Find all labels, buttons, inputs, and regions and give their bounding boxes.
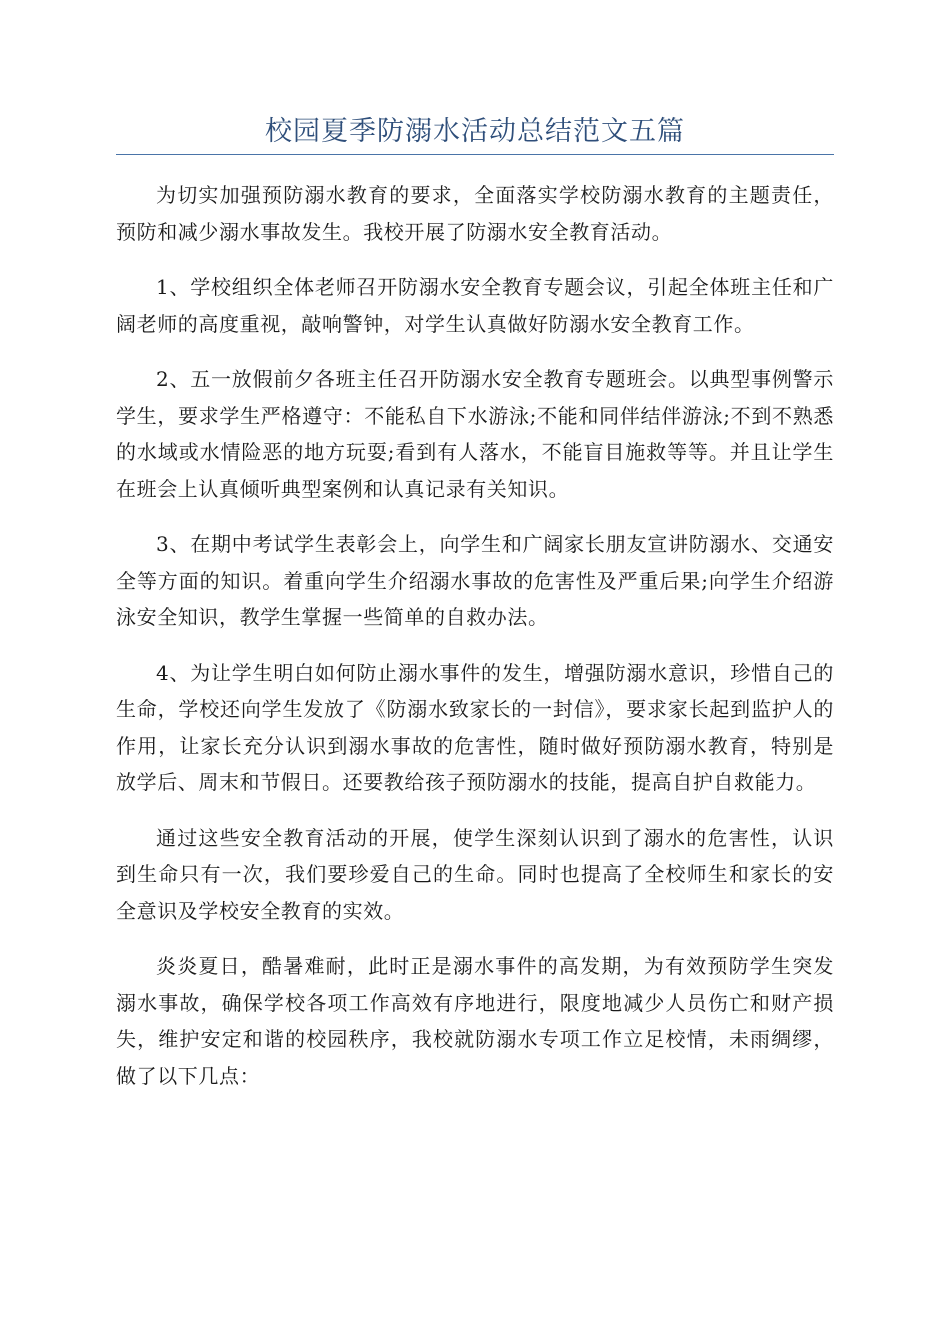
title-underline <box>116 154 834 155</box>
paragraph-item-1: 1、学校组织全体老师召开防溺水安全教育专题会议，引起全体班主任和广阔老师的高度重视，敲响警钟，对学生认真做好防溺水安全教育工作。 <box>116 275 834 336</box>
document-body <box>116 177 834 1113</box>
paragraph-item-2: 2、五一放假前夕各班主任召开防溺水安全教育专题班会。以典型事例警示学生，要求学生严格遵守：不能私自下水游泳;不能和同伴结伴游泳;不到不熟悉的水域或水情险恶的地方玩耍;看到有人落水，不能盲目施救等等。并且让学生在班会上认真倾听典型案例和认真记录有关知识。 <box>116 367 834 501</box>
paragraph-conclusion: 通过这些安全教育活动的开展，使学生深刻认识到了溺水的危害性，认识到生命只有一次，我们要珍爱自己的生命。同时也提高了全校师生和家长的安全意识及学校安全教育的实效。 <box>116 825 834 923</box>
paragraph-item-4: 4、为让学生明白如何防止溺水事件的发生，增强防溺水意识，珍惜自己的生命，学校还向学生发放了《防溺水致家长的一封信》，要求家长起到监护人的作用，让家长充分认识到溺水事故的危害性，随时做好预防溺水教育，特别是放学后、周末和节假日。还要教给孩子预防溺水的技能，提高自护自救能力。 <box>116 660 834 794</box>
paragraph-second-article-intro: 炎炎夏日，酷暑难耐，此时正是溺水事件的高发期，为有效预防学生突发溺水事故，确保学校各项工作高效有序地进行，限度地减少人员伤亡和财产损失，维护安定和谐的校园秩序，我校就防溺水专项工作立足校情，未雨绸缪，做了以下几点： <box>116 954 834 1088</box>
paragraph-item-3: 3、在期中考试学生表彰会上，向学生和广阔家长朋友宣讲防溺水、交通安全等方面的知识。着重向学生介绍溺水事故的危害性及严重后果;向学生介绍游泳安全知识，教学生掌握一些简单的自救办法。 <box>116 532 834 629</box>
paragraph-intro: 为切实加强预防溺水教育的要求，全面落实学校防溺水教育的主题责任，预防和减少溺水事故发生。我校开展了防溺水安全教育活动。 <box>116 183 834 244</box>
document-title: 校园夏季防溺水活动总结范文五篇 <box>265 116 685 147</box>
